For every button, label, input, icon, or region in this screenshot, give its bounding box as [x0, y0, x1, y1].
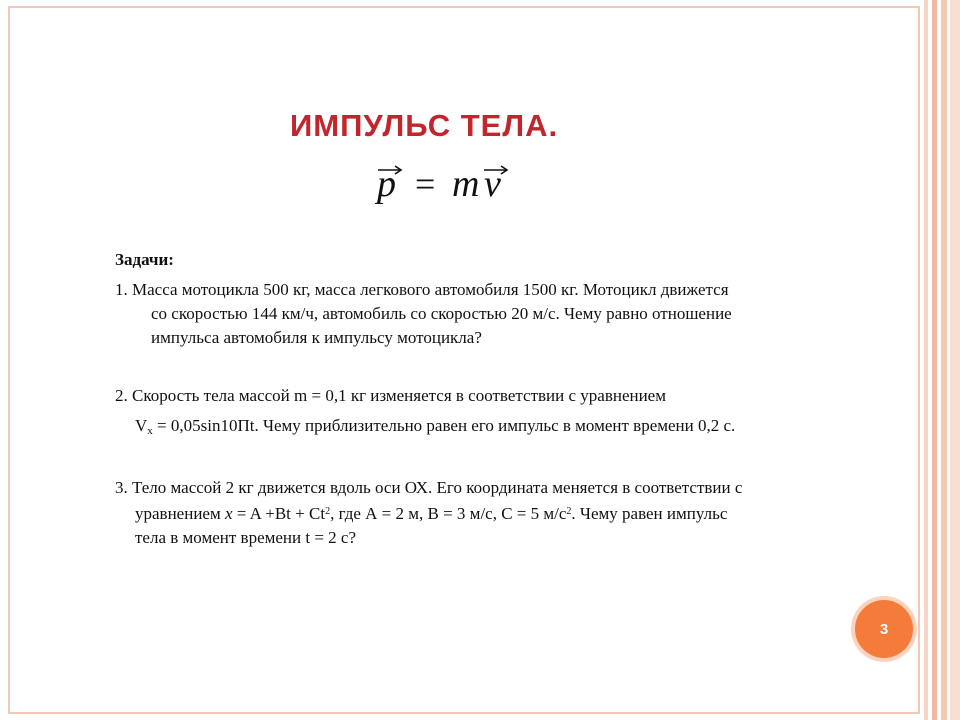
formula-p: p — [377, 163, 396, 205]
task-2-line-2: $V_x = 0,05\sin 10Пt$. Чему приблизительно равен его импульс в момент времени 0,2 с. — [135, 416, 736, 437]
task-3-line-2: уравнением $x = A +Bt + Ct^2$, где А = 2 м, В = 3 м/с, С = 5 $м/с^2$. Чему равен импульс — [135, 504, 728, 523]
svg-text:=: = — [415, 164, 436, 204]
decor-stripe — [924, 0, 928, 720]
formula-graphic — [360, 160, 530, 212]
page-number: 3 — [879, 620, 889, 638]
task-3 — [115, 476, 742, 550]
task-1-line-2: со скоростью 144 км/ч, автомобиль со скоростью 20 м/с. Чему равно отношение — [151, 304, 732, 323]
slide-title: ИМПУЛЬС ТЕЛА. — [290, 108, 559, 143]
momentum-formula — [360, 160, 530, 212]
task-2 — [115, 384, 735, 443]
task-2-line-1: 2. Скорость тела массой m = 0,1 кг изменяется в соответствии с уравнением — [115, 386, 666, 405]
decor-stripe — [941, 0, 947, 720]
task-3-line-1: 3. Тело массой 2 кг движется вдоль оси ОХ. Его координата меняется в соответствии с — [115, 478, 743, 497]
task-3-line-3: тела в момент времени t = 2 с? — [135, 528, 357, 547]
formula-m: m — [452, 163, 480, 205]
page-number-badge — [855, 600, 913, 658]
formula-v: v — [484, 163, 501, 205]
task-1 — [115, 278, 732, 350]
tasks-heading: Задачи: — [115, 250, 174, 269]
task-1-line-1: 1. Масса мотоцикла 500 кг, масса легкового автомобиля 1500 кг. Мотоцикл движется — [115, 280, 729, 299]
task-1-line-3: импульса автомобиля к импульсу мотоцикла? — [151, 328, 482, 347]
decor-stripe — [950, 0, 960, 720]
decor-stripe — [932, 0, 937, 720]
